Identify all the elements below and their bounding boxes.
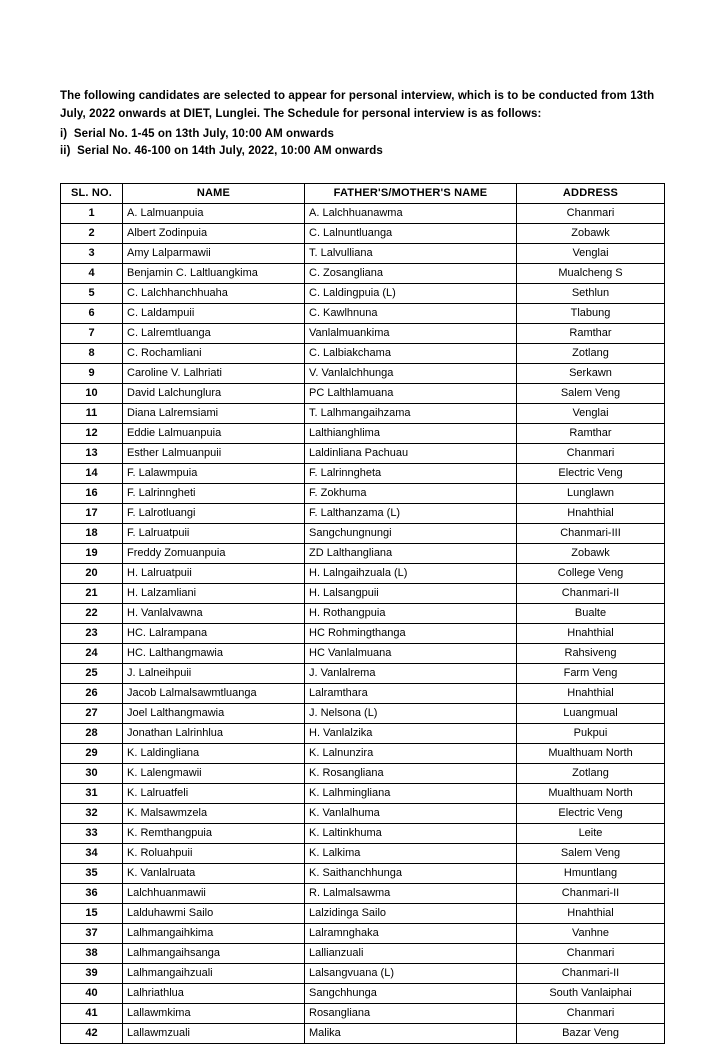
cell-parent-name: F. Lalrinngheta (305, 464, 517, 484)
cell-sl-no: 30 (61, 764, 123, 784)
cell-name: F. Lalawmpuia (123, 464, 305, 484)
cell-parent-name: Lalsangvuana (L) (305, 964, 517, 984)
table-row (61, 484, 665, 504)
table-row (61, 204, 665, 224)
table-row (61, 304, 665, 324)
cell-sl-no: 4 (61, 264, 123, 284)
cell-sl-no: 28 (61, 724, 123, 744)
cell-sl-no: 26 (61, 684, 123, 704)
cell-parent-name: C. Kawlhnuna (305, 304, 517, 324)
cell-sl-no: 42 (61, 1024, 123, 1044)
cell-name: J. Lalneihpuii (123, 664, 305, 684)
cell-sl-no: 36 (61, 884, 123, 904)
cell-sl-no: 20 (61, 564, 123, 584)
cell-address: Hnahthial (517, 904, 665, 924)
cell-parent-name: Lalramnghaka (305, 924, 517, 944)
cell-name: HC. Lalrampana (123, 624, 305, 644)
cell-name: C. Rochamliani (123, 344, 305, 364)
cell-address: Hnahthial (517, 684, 665, 704)
cell-address: Venglai (517, 404, 665, 424)
cell-sl-no: 13 (61, 444, 123, 464)
cell-name: Lalchhuanmawii (123, 884, 305, 904)
intro-paragraph: The following candidates are selected to appear for personal interview, which is to be conducted from 13th July, 2022 onwards at DIET, Lunglei. The Schedule for personal interview is as follows: (60, 90, 655, 120)
cell-name: David Lalchunglura (123, 384, 305, 404)
cell-name: Freddy Zomuanpuia (123, 544, 305, 564)
cell-name: K. Lalengmawii (123, 764, 305, 784)
cell-address: Chanmari-II (517, 584, 665, 604)
cell-name: C. Lalremtluanga (123, 324, 305, 344)
cell-sl-no: 25 (61, 664, 123, 684)
cell-parent-name: HC Rohmingthanga (305, 624, 517, 644)
cell-sl-no: 29 (61, 744, 123, 764)
cell-parent-name: K. Vanlalhuma (305, 804, 517, 824)
cell-parent-name: Rosangliana (305, 1004, 517, 1024)
cell-parent-name: Lalramthara (305, 684, 517, 704)
table-row (61, 764, 665, 784)
table-row (61, 1004, 665, 1024)
table-row (61, 424, 665, 444)
cell-name: H. Lalruatpuii (123, 564, 305, 584)
cell-address: Ramthar (517, 424, 665, 444)
cell-parent-name: R. Lalmalsawma (305, 884, 517, 904)
cell-address: Chanmari (517, 204, 665, 224)
column-header-name: NAME (123, 184, 305, 204)
cell-sl-no: 14 (61, 464, 123, 484)
cell-sl-no: 41 (61, 1004, 123, 1024)
table-row (61, 264, 665, 284)
column-header-address: ADDRESS (517, 184, 665, 204)
cell-parent-name: C. Laldingpuia (L) (305, 284, 517, 304)
cell-parent-name: V. Vanlalchhunga (305, 364, 517, 384)
cell-sl-no: 40 (61, 984, 123, 1004)
cell-name: Lalduhawmi Sailo (123, 904, 305, 924)
cell-address: Tlabung (517, 304, 665, 324)
table-header-row (61, 184, 665, 204)
cell-address: College Veng (517, 564, 665, 584)
table-row (61, 444, 665, 464)
cell-sl-no: 27 (61, 704, 123, 724)
table-row (61, 984, 665, 1004)
table-row (61, 824, 665, 844)
cell-parent-name: H. Vanlalzika (305, 724, 517, 744)
cell-sl-no: 37 (61, 924, 123, 944)
cell-address: Mualthuam North (517, 744, 665, 764)
cell-sl-no: 21 (61, 584, 123, 604)
cell-parent-name: H. Lalngaihzuala (L) (305, 564, 517, 584)
cell-sl-no: 34 (61, 844, 123, 864)
cell-address: Electric Veng (517, 804, 665, 824)
cell-name: Jonathan Lalrinhlua (123, 724, 305, 744)
cell-sl-no: 8 (61, 344, 123, 364)
table-row (61, 684, 665, 704)
cell-address: Hnahthial (517, 504, 665, 524)
cell-address: Chanmari (517, 944, 665, 964)
table-row (61, 244, 665, 264)
cell-name: C. Laldampuii (123, 304, 305, 324)
table-row (61, 944, 665, 964)
table-row (61, 604, 665, 624)
cell-address: Vanhne (517, 924, 665, 944)
cell-sl-no: 11 (61, 404, 123, 424)
cell-address: Zotlang (517, 344, 665, 364)
cell-parent-name: F. Zokhuma (305, 484, 517, 504)
cell-name: Joel Lalthangmawia (123, 704, 305, 724)
column-header-sl-no: SL. NO. (61, 184, 123, 204)
cell-address: Chanmari-II (517, 964, 665, 984)
cell-address: Salem Veng (517, 844, 665, 864)
cell-name: H. Vanlalvawna (123, 604, 305, 624)
cell-address: Ramthar (517, 324, 665, 344)
table-row (61, 524, 665, 544)
cell-name: C. Lalchhanchhuaha (123, 284, 305, 304)
schedule-line-1: i) Serial No. 1-45 on 13th July, 10:00 AM onwards (60, 127, 335, 140)
cell-address: Chanmari-III (517, 524, 665, 544)
cell-name: Lalhriathlua (123, 984, 305, 1004)
table-row (61, 464, 665, 484)
cell-name: K. Laldingliana (123, 744, 305, 764)
table-row (61, 804, 665, 824)
cell-parent-name: K. Lalkima (305, 844, 517, 864)
cell-parent-name: C. Zosangliana (305, 264, 517, 284)
cell-parent-name: H. Rothangpuia (305, 604, 517, 624)
cell-parent-name: J. Nelsona (L) (305, 704, 517, 724)
cell-name: Lallawmzuali (123, 1024, 305, 1044)
cell-address: Luangmual (517, 704, 665, 724)
table-row (61, 644, 665, 664)
table-row (61, 784, 665, 804)
cell-sl-no: 15 (61, 904, 123, 924)
cell-name: H. Lalzamliani (123, 584, 305, 604)
cell-name: Caroline V. Lalhriati (123, 364, 305, 384)
table-row (61, 904, 665, 924)
cell-sl-no: 17 (61, 504, 123, 524)
cell-sl-no: 2 (61, 224, 123, 244)
cell-name: Lalhmangaihzuali (123, 964, 305, 984)
cell-sl-no: 35 (61, 864, 123, 884)
cell-name: F. Lalrinngheti (123, 484, 305, 504)
cell-address: Chanmari (517, 444, 665, 464)
cell-name: Albert Zodinpuia (123, 224, 305, 244)
table-row (61, 584, 665, 604)
table-row (61, 324, 665, 344)
cell-name: K. Remthangpuia (123, 824, 305, 844)
table-row (61, 704, 665, 724)
cell-sl-no: 22 (61, 604, 123, 624)
schedule-line-2: ii) Serial No. 46-100 on 14th July, 2022, 10:00 AM onwards (60, 145, 383, 158)
cell-parent-name: T. Lalhmangaihzama (305, 404, 517, 424)
cell-address: Zotlang (517, 764, 665, 784)
cell-parent-name: Lalthianghlima (305, 424, 517, 444)
table-row (61, 404, 665, 424)
cell-parent-name: ZD Lalthangliana (305, 544, 517, 564)
cell-address: Serkawn (517, 364, 665, 384)
cell-name: K. Roluahpuii (123, 844, 305, 864)
cell-name: Benjamin C. Laltluangkima (123, 264, 305, 284)
cell-address: Bualte (517, 604, 665, 624)
cell-parent-name: K. Lalhmingliana (305, 784, 517, 804)
cell-name: Lallawmkima (123, 1004, 305, 1024)
cell-name: Esther Lalmuanpuii (123, 444, 305, 464)
cell-sl-no: 16 (61, 484, 123, 504)
table-row (61, 364, 665, 384)
cell-address: Pukpui (517, 724, 665, 744)
table-body (61, 204, 665, 1044)
table-row (61, 924, 665, 944)
cell-address: Bazar Veng (517, 1024, 665, 1044)
cell-name: Amy Lalparmawii (123, 244, 305, 264)
cell-parent-name: Lallianzuali (305, 944, 517, 964)
cell-sl-no: 39 (61, 964, 123, 984)
cell-name: Eddie Lalmuanpuia (123, 424, 305, 444)
column-header-parent-name: FATHER'S/MOTHER'S NAME (305, 184, 517, 204)
cell-parent-name: F. Lalthanzama (L) (305, 504, 517, 524)
cell-parent-name: PC Lalthlamuana (305, 384, 517, 404)
cell-sl-no: 18 (61, 524, 123, 544)
cell-name: F. Lalrotluangi (123, 504, 305, 524)
cell-sl-no: 24 (61, 644, 123, 664)
cell-address: Mualcheng S (517, 264, 665, 284)
cell-address: Zobawk (517, 544, 665, 564)
cell-name: K. Malsawmzela (123, 804, 305, 824)
cell-sl-no: 19 (61, 544, 123, 564)
cell-sl-no: 10 (61, 384, 123, 404)
intro-block (60, 88, 664, 161)
cell-sl-no: 32 (61, 804, 123, 824)
cell-parent-name: C. Lalnuntluanga (305, 224, 517, 244)
table-row (61, 384, 665, 404)
cell-sl-no: 1 (61, 204, 123, 224)
table-row (61, 864, 665, 884)
cell-sl-no: 12 (61, 424, 123, 444)
cell-address: Chanmari-II (517, 884, 665, 904)
table-row (61, 1024, 665, 1044)
cell-address: Hnahthial (517, 624, 665, 644)
table-row (61, 544, 665, 564)
cell-sl-no: 3 (61, 244, 123, 264)
cell-name: K. Lalruatfeli (123, 784, 305, 804)
candidates-table (60, 183, 665, 1044)
cell-address: Zobawk (517, 224, 665, 244)
table-row (61, 224, 665, 244)
cell-parent-name: C. Lalbiakchama (305, 344, 517, 364)
cell-parent-name: T. Lalvulliana (305, 244, 517, 264)
cell-parent-name: H. Lalsangpuii (305, 584, 517, 604)
cell-address: Rahsiveng (517, 644, 665, 664)
table-row (61, 564, 665, 584)
table-row (61, 744, 665, 764)
cell-name: Diana Lalremsiami (123, 404, 305, 424)
cell-parent-name: Sangchungnungi (305, 524, 517, 544)
cell-address: Salem Veng (517, 384, 665, 404)
cell-name: HC. Lalthangmawia (123, 644, 305, 664)
table-row (61, 664, 665, 684)
cell-parent-name: Lalzidinga Sailo (305, 904, 517, 924)
table-row (61, 344, 665, 364)
cell-sl-no: 5 (61, 284, 123, 304)
cell-parent-name: J. Vanlalrema (305, 664, 517, 684)
cell-parent-name: A. Lalchhuanawma (305, 204, 517, 224)
cell-parent-name: Malika (305, 1024, 517, 1044)
cell-name: Jacob Lalmalsawmtluanga (123, 684, 305, 704)
cell-parent-name: K. Laltinkhuma (305, 824, 517, 844)
table-row (61, 844, 665, 864)
cell-sl-no: 7 (61, 324, 123, 344)
cell-sl-no: 23 (61, 624, 123, 644)
cell-parent-name: HC Vanlalmuana (305, 644, 517, 664)
table-row (61, 884, 665, 904)
table-row (61, 284, 665, 304)
cell-parent-name: Sangchhunga (305, 984, 517, 1004)
cell-name: K. Vanlalruata (123, 864, 305, 884)
table-row (61, 624, 665, 644)
cell-sl-no: 38 (61, 944, 123, 964)
cell-sl-no: 9 (61, 364, 123, 384)
cell-name: Lalhmangaihsanga (123, 944, 305, 964)
cell-address: Lunglawn (517, 484, 665, 504)
cell-sl-no: 33 (61, 824, 123, 844)
cell-name: F. Lalruatpuii (123, 524, 305, 544)
cell-address: Hmuntlang (517, 864, 665, 884)
cell-parent-name: Laldinliana Pachuau (305, 444, 517, 464)
table-row (61, 964, 665, 984)
cell-address: Mualthuam North (517, 784, 665, 804)
table-row (61, 724, 665, 744)
cell-address: Electric Veng (517, 464, 665, 484)
cell-parent-name: K. Saithanchhunga (305, 864, 517, 884)
cell-sl-no: 6 (61, 304, 123, 324)
cell-parent-name: K. Lalnunzira (305, 744, 517, 764)
table-row (61, 504, 665, 524)
cell-address: Sethlun (517, 284, 665, 304)
cell-address: Chanmari (517, 1004, 665, 1024)
cell-address: Venglai (517, 244, 665, 264)
cell-address: South Vanlaiphai (517, 984, 665, 1004)
cell-parent-name: Vanlalmuankima (305, 324, 517, 344)
cell-name: A. Lalmuanpuia (123, 204, 305, 224)
cell-name: Lalhmangaihkima (123, 924, 305, 944)
cell-sl-no: 31 (61, 784, 123, 804)
cell-address: Leite (517, 824, 665, 844)
cell-address: Farm Veng (517, 664, 665, 684)
cell-parent-name: K. Rosangliana (305, 764, 517, 784)
